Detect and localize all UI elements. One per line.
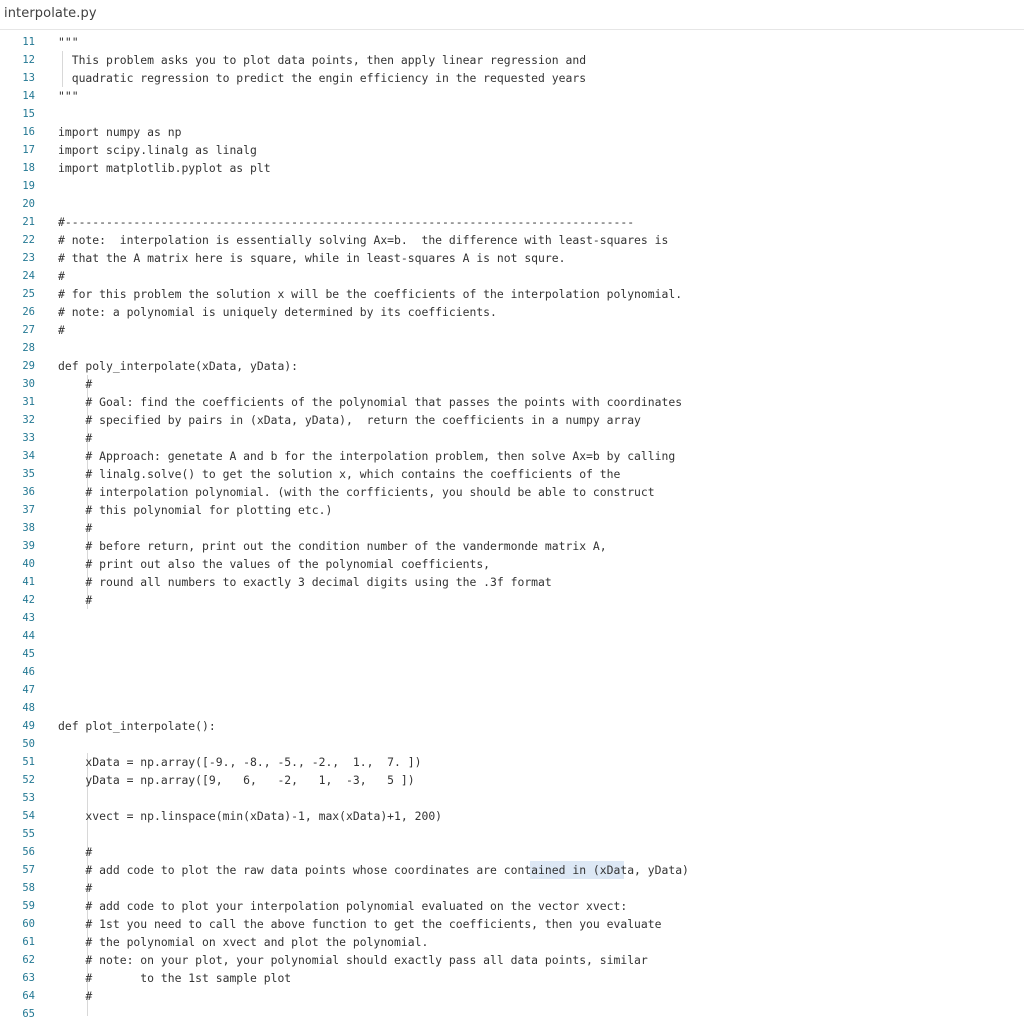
line-number: 57 [22,864,35,876]
line-number: 33 [22,432,35,444]
line-number: 61 [22,936,35,948]
code-line[interactable] [0,447,1024,465]
code-line[interactable] [0,123,1024,141]
code-text: # note: a polynomial is uniquely determined by its coefficients. [58,305,497,319]
code-line[interactable] [0,933,1024,951]
code-text: import matplotlib.pyplot as plt [58,161,271,175]
code-text: # [58,323,65,337]
line-number: 42 [22,594,35,606]
code-text: #----------------------------------------------------------------------------------- [58,215,635,229]
line-number: 63 [22,972,35,984]
line-number: 18 [22,162,35,174]
line-number: 31 [22,396,35,408]
line-number: 50 [22,738,35,750]
code-text: quadratic regression to predict the engin efficiency in the requested years [58,71,587,85]
line-number: 25 [22,288,35,300]
code-text: # add code to plot the raw data points whose coordinates are contained in (xData, yData) [58,863,689,877]
code-line[interactable] [0,231,1024,249]
line-number: 19 [22,180,35,192]
line-number: 37 [22,504,35,516]
line-number: 15 [22,108,35,120]
code-text: """ [58,89,79,103]
code-text: import scipy.linalg as linalg [58,143,257,157]
code-editor[interactable] [0,33,1024,1020]
code-line[interactable] [0,141,1024,159]
code-line[interactable] [0,393,1024,411]
line-number: 60 [22,918,35,930]
code-line[interactable] [0,609,1024,627]
file-tab-title[interactable]: interpolate.py [4,6,97,21]
line-number: 64 [22,990,35,1002]
code-line[interactable] [0,861,1024,879]
line-number: 21 [22,216,35,228]
line-number: 49 [22,720,35,732]
line-number: 32 [22,414,35,426]
code-line[interactable] [0,105,1024,123]
line-number: 27 [22,324,35,336]
code-text: # add code to plot your interpolation polynomial evaluated on the vector xvect: [58,899,628,913]
line-number: 17 [22,144,35,156]
line-number: 30 [22,378,35,390]
code-text: # [58,845,93,859]
code-line[interactable] [0,915,1024,933]
line-number: 28 [22,342,35,354]
code-line[interactable] [0,195,1024,213]
line-number: 62 [22,954,35,966]
code-line[interactable] [0,375,1024,393]
line-number: 24 [22,270,35,282]
code-text: # linalg.solve() to get the solution x, which contains the coefficients of the [58,467,621,481]
code-line[interactable] [0,771,1024,789]
code-text: yData = np.array([9, 6, -2, 1, -3, 5 ]) [58,773,415,787]
code-line[interactable] [0,501,1024,519]
line-number: 23 [22,252,35,264]
code-line[interactable] [0,825,1024,843]
code-text: # interpolation polynomial. (with the corfficients, you should be able to construct [58,485,655,499]
line-number: 38 [22,522,35,534]
code-text: xvect = np.linspace(min(xData)-1, max(xData)+1, 200) [58,809,443,823]
code-line[interactable] [0,213,1024,231]
code-line[interactable] [0,951,1024,969]
code-text: # 1st you need to call the above function to get the coefficients, then you evaluate [58,917,662,931]
code-text: # to the 1st sample plot [58,971,292,985]
line-number: 47 [22,684,35,696]
line-number: 54 [22,810,35,822]
editor-tab-bar [0,0,1024,30]
line-number: 51 [22,756,35,768]
code-text: # [58,269,65,283]
line-number: 39 [22,540,35,552]
line-number: 44 [22,630,35,642]
code-text: # that the A matrix here is square, while in least-squares A is not squre. [58,251,566,265]
code-line[interactable] [0,591,1024,609]
line-number: 36 [22,486,35,498]
code-line[interactable] [0,735,1024,753]
line-number: 56 [22,846,35,858]
code-line[interactable] [0,627,1024,645]
line-number: 65 [22,1008,35,1020]
code-line[interactable] [0,897,1024,915]
code-text: # [58,989,93,1003]
code-line[interactable] [0,357,1024,375]
code-line[interactable] [0,483,1024,501]
code-text: # Approach: genetate A and b for the interpolation problem, then solve Ax=b by calling [58,449,676,463]
code-text: This problem asks you to plot data points, then apply linear regression and [58,53,587,67]
line-number: 35 [22,468,35,480]
line-number: 55 [22,828,35,840]
code-line[interactable] [0,339,1024,357]
code-line[interactable] [0,159,1024,177]
code-line[interactable] [0,51,1024,69]
line-number: 43 [22,612,35,624]
code-text: # [58,431,93,445]
code-text: def poly_interpolate(xData, yData): [58,359,299,373]
code-line[interactable] [0,33,1024,51]
line-number: 16 [22,126,35,138]
code-line[interactable] [0,987,1024,1005]
code-line[interactable] [0,1005,1024,1023]
code-line[interactable] [0,87,1024,105]
code-line[interactable] [0,321,1024,339]
code-text: # Goal: find the coefficients of the polynomial that passes the points with coordinates [58,395,683,409]
code-text: # this polynomial for plotting etc.) [58,503,333,517]
line-number: 41 [22,576,35,588]
line-number: 46 [22,666,35,678]
code-text: # [58,881,93,895]
code-line[interactable] [0,429,1024,447]
line-number: 53 [22,792,35,804]
code-line[interactable] [0,699,1024,717]
line-number: 29 [22,360,35,372]
code-line[interactable] [0,69,1024,87]
code-line[interactable] [0,843,1024,861]
code-line[interactable] [0,573,1024,591]
line-number: 20 [22,198,35,210]
code-line[interactable] [0,285,1024,303]
code-line[interactable] [0,465,1024,483]
code-text: # [58,593,93,607]
code-line[interactable] [0,645,1024,663]
code-text: # specified by pairs in (xData, yData), return the coefficients in a numpy array [58,413,641,427]
code-line[interactable] [0,249,1024,267]
code-line[interactable] [0,519,1024,537]
line-number: 26 [22,306,35,318]
code-text: # note: interpolation is essentially solving Ax=b. the difference with least-squares is [58,233,669,247]
code-line[interactable] [0,663,1024,681]
code-text: # [58,521,93,535]
code-line[interactable] [0,681,1024,699]
code-text: # round all numbers to exactly 3 decimal digits using the .3f format [58,575,552,589]
code-line[interactable] [0,555,1024,573]
code-text: import numpy as np [58,125,182,139]
code-line[interactable] [0,267,1024,285]
line-number: 48 [22,702,35,714]
code-text: # [58,377,93,391]
code-line[interactable] [0,717,1024,735]
code-line[interactable] [0,177,1024,195]
line-number: 59 [22,900,35,912]
code-line[interactable] [0,879,1024,897]
code-text: # for this problem the solution x will be the coefficients of the interpolation polynomial. [58,287,683,301]
line-number: 14 [22,90,35,102]
line-number: 12 [22,54,35,66]
code-line[interactable] [0,789,1024,807]
code-line[interactable] [0,537,1024,555]
code-line[interactable] [0,303,1024,321]
code-line[interactable] [0,969,1024,987]
code-text: """ [58,35,79,49]
line-number: 11 [22,36,35,48]
line-number: 58 [22,882,35,894]
code-line[interactable] [0,807,1024,825]
code-line[interactable] [0,411,1024,429]
line-number: 40 [22,558,35,570]
line-number: 45 [22,648,35,660]
line-number: 52 [22,774,35,786]
code-text: # before return, print out the condition number of the vandermonde matrix A, [58,539,607,553]
line-number: 34 [22,450,35,462]
code-text: # note: on your plot, your polynomial should exactly pass all data points, similar [58,953,648,967]
code-line[interactable] [0,753,1024,771]
code-text: # print out also the values of the polynomial coefficients, [58,557,491,571]
line-number: 22 [22,234,35,246]
line-number: 13 [22,72,35,84]
code-text: xData = np.array([-9., -8., -5., -2., 1., 7. ]) [58,755,422,769]
code-text: # the polynomial on xvect and plot the polynomial. [58,935,429,949]
code-text: def plot_interpolate(): [58,719,216,733]
